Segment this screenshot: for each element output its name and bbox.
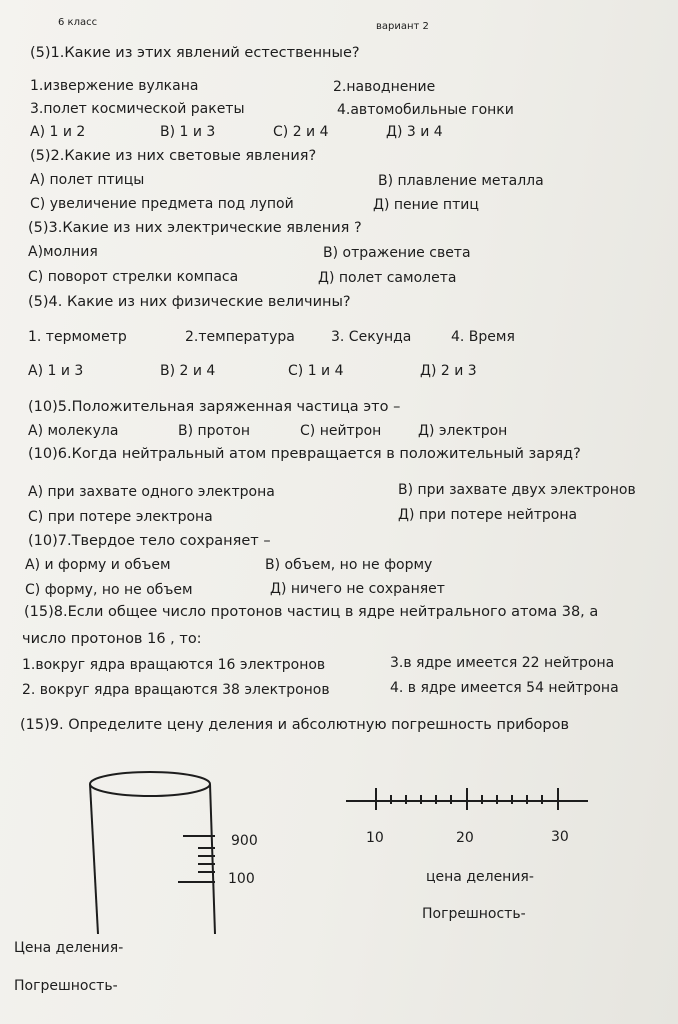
beaker-right-wall [210,784,215,934]
ruler-ticks [376,788,558,810]
q1-item-4: 4.автомобильные гонки [337,102,514,118]
q5-option-c: C) нейтрон [300,423,382,439]
q4-item-2: 2.температура [185,329,295,345]
q1-question: (5)1.Какие из этих явлений естественные? [30,45,360,61]
q8-option-2: 2. вокруг ядра вращаются 38 электронов [22,682,330,698]
beaker-drawing [80,768,230,938]
q3-option-b: B) отражение света [323,245,471,261]
q8-option-4: 4. в ядре имеется 54 нейтрона [390,680,619,696]
ruler-label-30: 30 [551,829,569,845]
ruler-label-10: 10 [366,830,384,846]
q3-option-d: Д) полет самолета [318,270,457,286]
q8-option-1: 1.вокруг ядра вращаются 16 электронов [22,657,326,673]
q6-option-c: C) при потере электрона [28,509,213,525]
q8-question-line2: число протонов 16 , то: [22,631,202,647]
q4-item-4: 4. Время [451,329,515,345]
beaker-label-top: 900 [231,833,258,849]
q6-option-d: Д) при потере нейтрона [398,507,578,523]
q3-option-a: A)молния [28,244,98,260]
q8-question-line1: (15)8.Если общее число протонов частиц в ядре нейтрального атома 38, а [24,604,599,620]
q2-option-c: C) увеличение предмета под лупой [30,196,294,212]
q7-option-b: B) объем, но не форму [265,557,433,573]
q4-question: (5)4. Какие из них физические величины? [28,294,351,310]
q7-question: (10)7.Твердое тело сохраняет – [28,533,271,549]
q2-option-b: B) плавление металла [378,173,544,189]
q5-question: (10)5.Положительная заряженная частица это – [28,399,401,415]
q1-item-2: 2.наводнение [333,79,436,95]
ruler-error-label: Погрешность- [422,906,526,922]
beaker-price-label: Цена деления- [14,940,124,956]
q4-answer-d: Д) 2 и 3 [420,363,477,379]
q9-question: (15)9. Определите цену деления и абсолютную погрешность приборов [20,717,570,733]
q1-item-1: 1.извержение вулкана [30,78,199,94]
q1-answer-a: A) 1 и 2 [30,124,86,140]
q1-answer-b: B) 1 и 3 [160,124,216,140]
grade-label: 6 класс [58,17,98,28]
q1-item-3: 3.полет космической ракеты [30,101,245,117]
ruler-price-label: цена деления- [426,869,534,885]
q6-option-a: A) при захвате одного электрона [28,484,275,500]
q4-answer-b: B) 2 и 4 [160,363,216,379]
q5-option-b: B) протон [178,423,250,439]
q2-question: (5)2.Какие из них световые явления? [30,148,317,164]
q1-answer-d: Д) 3 и 4 [386,124,443,140]
q3-option-c: C) поворот стрелки компаса [28,269,239,285]
ruler-label-20: 20 [456,830,474,846]
q7-option-a: A) и форму и объем [25,557,171,573]
q4-answer-a: A) 1 и 3 [28,363,84,379]
q7-option-c: C) форму, но не объем [25,582,193,598]
q3-question: (5)3.Какие из них электрические явления ? [28,220,362,236]
q8-option-3: 3.в ядре имеется 22 нейтрона [390,655,615,671]
q4-item-1: 1. термометр [28,329,127,345]
q6-option-b: B) при захвате двух электронов [398,482,636,498]
q7-option-d: Д) ничего не сохраняет [270,581,445,597]
variant-label: вариант 2 [376,21,429,32]
beaker-scale [178,836,215,882]
ruler-drawing [344,786,594,816]
q2-option-a: A) полет птицы [30,172,145,188]
q1-answer-c: C) 2 и 4 [273,124,329,140]
q5-option-a: A) молекула [28,423,119,439]
q5-option-d: Д) электрон [418,423,508,439]
q4-answer-c: C) 1 и 4 [288,363,344,379]
beaker-error-label: Погрешность- [14,978,118,994]
beaker-rim [90,772,210,796]
beaker-label-bottom: 100 [228,871,255,887]
beaker-left-wall [90,784,98,934]
q6-question: (10)6.Когда нейтральный атом превращается в положительный заряд? [28,446,581,462]
q2-option-d: Д) пение птиц [373,197,479,213]
q4-item-3: 3. Секунда [331,329,412,345]
